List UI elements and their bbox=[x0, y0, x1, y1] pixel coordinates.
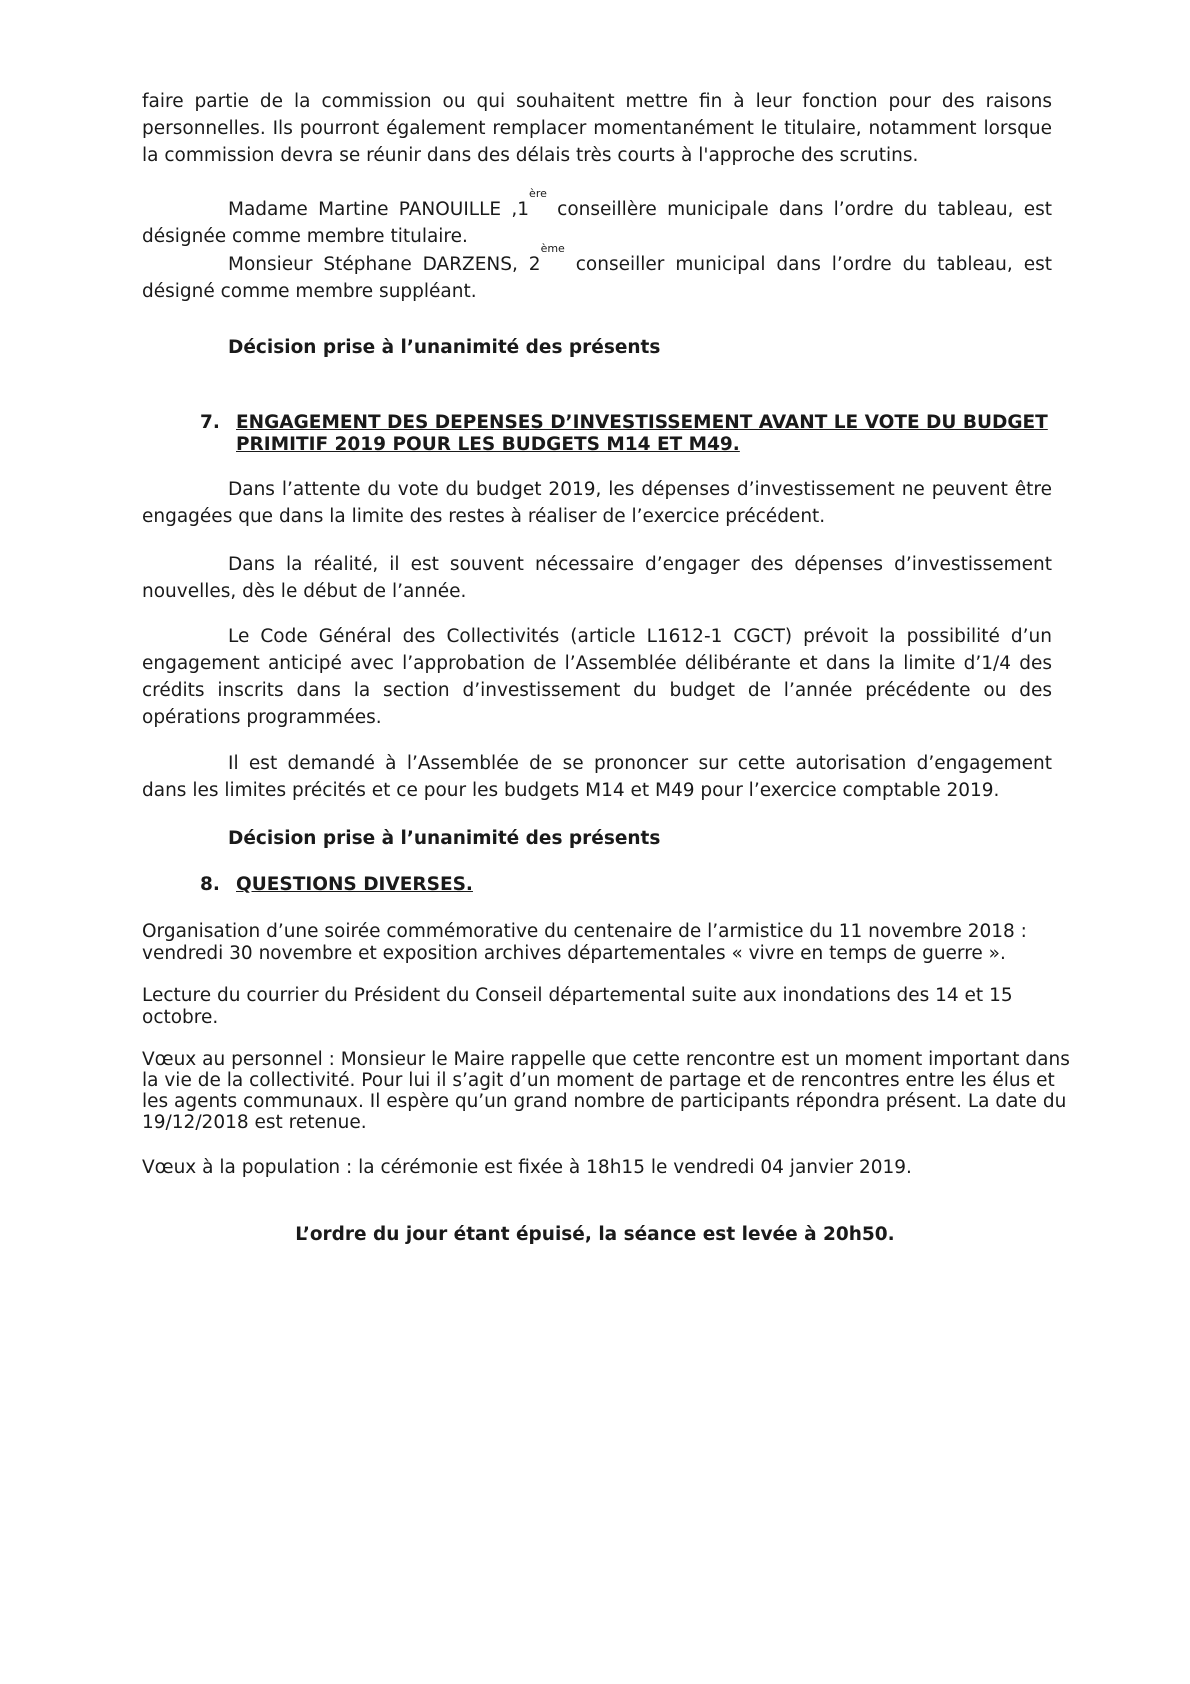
paragraph-attente-vote: Dans l’attente du vote du budget 2019, les dépenses d’investissement ne peuvent être engagées que dans la limite des restes à réaliser de l’exercice précédent. bbox=[142, 479, 1052, 527]
paragraph-soiree-commemorative bbox=[142, 921, 1082, 965]
suppleant-text-end: conseiller municipal dans l’ordre du tableau, est désigné comme membre suppléant. bbox=[142, 254, 1052, 302]
paragraph-code-general: Le Code Général des Collectivités (article L1612-1 CGCT) prévoit la possibilité d’un engagement anticipé avec l’approbation de l’Assemblée délibérante et dans la limite d’1/4 des crédits inscrits dans la section d’investissement du budget de l’année précédente ou des opérations programmées. bbox=[142, 626, 1052, 728]
paragraph-commission: faire partie de la commission ou qui souhaitent mettre fin à leur fonction pour des raisons personnelles. Ils pourront également remplacer momentanément le titulaire, notamment lorsque la commission devra se réunir dans des délais très courts à l'approche des scrutins. bbox=[142, 91, 1052, 166]
decision-statement-2: Décision prise à l’unanimité des présents bbox=[228, 828, 661, 849]
section-7-title: ENGAGEMENT DES DEPENSES D’INVESTISSEMENT AVANT LE VOTE DU BUDGET PRIMITIF 2019 POUR LES BUDGETS M14 ET M49. bbox=[236, 412, 1048, 455]
courrier-line-2: octobre. bbox=[142, 1007, 219, 1028]
titulaire-ordinal: ère bbox=[529, 187, 547, 200]
paragraph-courrier-president bbox=[142, 985, 1082, 1029]
suppleant-text-start: Monsieur Stéphane DARZENS, 2 bbox=[228, 254, 541, 275]
suppleant-ordinal: ème bbox=[540, 242, 565, 255]
titulaire-text-start: Madame Martine PANOUILLE ,1 bbox=[228, 199, 530, 220]
paragraph-realite: Dans la réalité, il est souvent nécessaire d’engager des dépenses d’investissement nouvelles, dès le début de l’année. bbox=[142, 554, 1052, 602]
closing-statement: L’ordre du jour étant épuisé, la séance est levée à 20h50. bbox=[295, 1224, 895, 1245]
voeux-personnel-line-3: les agents communaux. Il espère qu’un grand nombre de participants répondra présent. La date du bbox=[142, 1091, 1067, 1112]
courrier-line-1: Lecture du courrier du Président du Conseil départemental suite aux inondations des 14 et 15 bbox=[142, 985, 1013, 1006]
voeux-personnel-line-4: 19/12/2018 est retenue. bbox=[142, 1112, 367, 1133]
paragraph-voeux-personnel bbox=[142, 1049, 1082, 1133]
section-7-number: 7. bbox=[200, 412, 220, 433]
paragraph-demande-assemblee: Il est demandé à l’Assemblée de se prononcer sur cette autorisation d’engagement dans les limites précités et ce pour les budgets M14 et M49 pour l’exercice comptable 2019. bbox=[142, 753, 1052, 801]
soiree-line-1: Organisation d’une soirée commémorative du centenaire de l’armistice du 11 novembre 2018 : bbox=[142, 921, 1027, 942]
paragraph-titulaire bbox=[142, 187, 1052, 250]
titulaire-text-end: conseillère municipale dans l’ordre du tableau, est désignée comme membre titulaire. bbox=[142, 199, 1052, 247]
section-8-title: QUESTIONS DIVERSES. bbox=[236, 874, 473, 895]
decision-statement-1: Décision prise à l’unanimité des présents bbox=[228, 337, 661, 358]
voeux-personnel-line-1: Vœux au personnel : Monsieur le Maire rappelle que cette rencontre est un moment important dans bbox=[142, 1049, 1070, 1070]
voeux-personnel-line-2: la vie de la collectivité. Pour lui il s’agit d’un moment de partage et de rencontres entre les élus et bbox=[142, 1070, 1055, 1091]
soiree-line-2: vendredi 30 novembre et exposition archives départementales « vivre en temps de guerre ». bbox=[142, 943, 1006, 964]
paragraph-voeux-population: Vœux à la population : la cérémonie est fixée à 18h15 le vendredi 04 janvier 2019. bbox=[142, 1157, 912, 1178]
section-8-number: 8. bbox=[200, 874, 220, 895]
paragraph-suppleant bbox=[142, 242, 1052, 305]
